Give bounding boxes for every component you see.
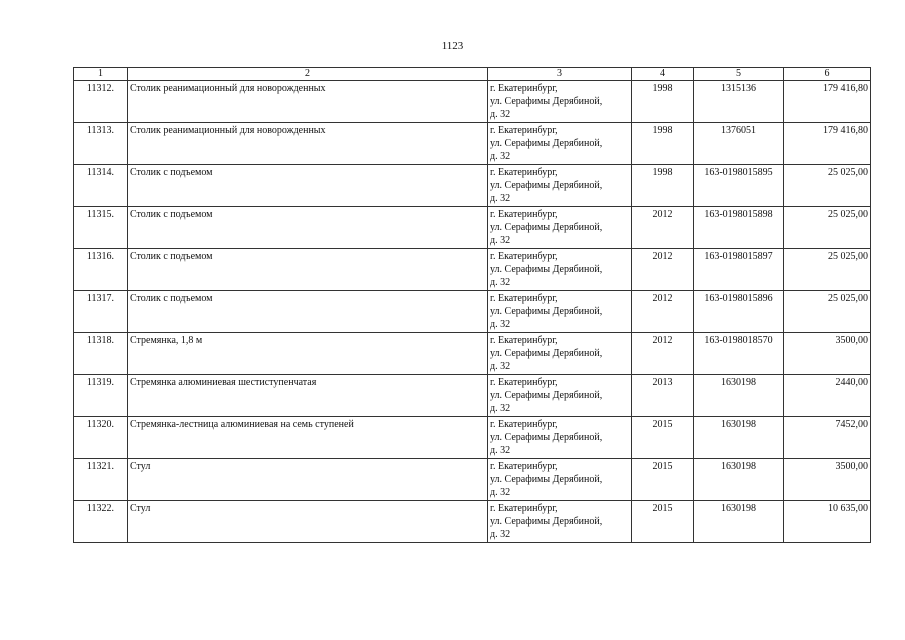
cost-cell: 2440,00	[784, 375, 871, 417]
address-line: г. Екатеринбург,	[490, 209, 558, 220]
table-row	[74, 291, 871, 333]
address-line: д. 32	[490, 109, 511, 120]
row-number-cell: 11320.	[74, 417, 128, 459]
address-line: д. 32	[490, 277, 511, 288]
address-cell	[488, 459, 632, 501]
item-name-cell: Столик реанимационный для новорожденных	[128, 123, 488, 165]
address-cell	[488, 417, 632, 459]
year-cell: 2015	[632, 459, 694, 501]
address-line: г. Екатеринбург,	[490, 167, 558, 178]
cost-cell: 25 025,00	[784, 165, 871, 207]
address-line: ул. Серафимы Дерябиной,	[490, 306, 603, 317]
address-line: ул. Серафимы Дерябиной,	[490, 264, 603, 275]
row-number-cell: 11315.	[74, 207, 128, 249]
row-number-cell: 11319.	[74, 375, 128, 417]
address-line: д. 32	[490, 487, 511, 498]
address-cell	[488, 123, 632, 165]
address-cell	[488, 291, 632, 333]
inventory-number-cell: 163-0198018570	[694, 333, 784, 375]
cost-cell: 25 025,00	[784, 249, 871, 291]
table-row	[74, 417, 871, 459]
column-header: 5	[694, 68, 784, 81]
inventory-number-cell: 1376051	[694, 123, 784, 165]
row-number-cell: 11318.	[74, 333, 128, 375]
inventory-number-cell: 1630198	[694, 417, 784, 459]
column-header: 2	[128, 68, 488, 81]
address-line: д. 32	[490, 361, 511, 372]
item-name-cell: Стремянка, 1,8 м	[128, 333, 488, 375]
address-line: ул. Серафимы Дерябиной,	[490, 516, 603, 527]
page-number: 1123	[441, 40, 464, 52]
address-line: г. Екатеринбург,	[490, 251, 558, 262]
address-line: ул. Серафимы Дерябиной,	[490, 432, 603, 443]
row-number-cell: 11321.	[74, 459, 128, 501]
year-cell: 2012	[632, 333, 694, 375]
table-row	[74, 459, 871, 501]
address-line: д. 32	[490, 151, 511, 162]
address-line: г. Екатеринбург,	[490, 83, 558, 94]
address-line: д. 32	[490, 193, 511, 204]
item-name-cell: Столик с подъемом	[128, 291, 488, 333]
table-row	[74, 333, 871, 375]
year-cell: 2015	[632, 501, 694, 543]
address-line: ул. Серафимы Дерябиной,	[490, 348, 603, 359]
table-row	[74, 123, 871, 165]
address-line: г. Екатеринбург,	[490, 419, 558, 430]
table-row	[74, 249, 871, 291]
cost-cell: 10 635,00	[784, 501, 871, 543]
address-line: ул. Серафимы Дерябиной,	[490, 96, 603, 107]
row-number-cell: 11312.	[74, 81, 128, 123]
address-line: г. Екатеринбург,	[490, 125, 558, 136]
table-row	[74, 207, 871, 249]
cost-cell: 7452,00	[784, 417, 871, 459]
year-cell: 2015	[632, 417, 694, 459]
address-cell	[488, 375, 632, 417]
inventory-number-cell: 1630198	[694, 459, 784, 501]
address-cell	[488, 165, 632, 207]
item-name-cell: Столик с подъемом	[128, 207, 488, 249]
address-line: д. 32	[490, 403, 511, 414]
address-cell	[488, 249, 632, 291]
item-name-cell: Стремянка-лестница алюминиевая на семь ступеней	[128, 417, 488, 459]
address-line: д. 32	[490, 529, 511, 540]
item-name-cell: Стремянка алюминиевая шестиступенчатая	[128, 375, 488, 417]
cost-cell: 3500,00	[784, 459, 871, 501]
item-name-cell: Столик с подъемом	[128, 165, 488, 207]
cost-cell: 179 416,80	[784, 81, 871, 123]
address-line: г. Екатеринбург,	[490, 461, 558, 472]
row-number-cell: 11322.	[74, 501, 128, 543]
address-line: г. Екатеринбург,	[490, 377, 558, 388]
address-cell	[488, 81, 632, 123]
cost-cell: 3500,00	[784, 333, 871, 375]
address-line: ул. Серафимы Дерябиной,	[490, 222, 603, 233]
item-name-cell: Столик реанимационный для новорожденных	[128, 81, 488, 123]
cost-cell: 179 416,80	[784, 123, 871, 165]
row-number-cell: 11317.	[74, 291, 128, 333]
column-header: 6	[784, 68, 871, 81]
table-row	[74, 501, 871, 543]
cost-cell: 25 025,00	[784, 291, 871, 333]
address-line: ул. Серафимы Дерябиной,	[490, 138, 603, 149]
address-line: ул. Серафимы Дерябиной,	[490, 474, 603, 485]
inventory-number-cell: 163-0198015898	[694, 207, 784, 249]
row-number-cell: 11313.	[74, 123, 128, 165]
row-number-cell: 11316.	[74, 249, 128, 291]
year-cell: 2012	[632, 291, 694, 333]
address-line: ул. Серафимы Дерябиной,	[490, 180, 603, 191]
year-cell: 1998	[632, 165, 694, 207]
year-cell: 2012	[632, 207, 694, 249]
year-cell: 1998	[632, 123, 694, 165]
inventory-number-cell: 163-0198015897	[694, 249, 784, 291]
property-table	[73, 67, 871, 543]
column-header: 3	[488, 68, 632, 81]
table-row	[74, 375, 871, 417]
cost-cell: 25 025,00	[784, 207, 871, 249]
table-row	[74, 81, 871, 123]
column-header: 4	[632, 68, 694, 81]
address-cell	[488, 333, 632, 375]
address-line: д. 32	[490, 235, 511, 246]
table-row	[74, 165, 871, 207]
address-line: г. Екатеринбург,	[490, 335, 558, 346]
inventory-number-cell: 163-0198015895	[694, 165, 784, 207]
item-name-cell: Столик с подъемом	[128, 249, 488, 291]
header-row	[74, 68, 871, 81]
address-line: д. 32	[490, 445, 511, 456]
address-cell	[488, 207, 632, 249]
year-cell: 2013	[632, 375, 694, 417]
table-body	[74, 81, 871, 543]
inventory-number-cell: 163-0198015896	[694, 291, 784, 333]
address-cell	[488, 501, 632, 543]
address-line: г. Екатеринбург,	[490, 293, 558, 304]
item-name-cell: Стул	[128, 501, 488, 543]
year-cell: 1998	[632, 81, 694, 123]
address-line: г. Екатеринбург,	[490, 503, 558, 514]
column-header: 1	[74, 68, 128, 81]
address-line: ул. Серафимы Дерябиной,	[490, 390, 603, 401]
item-name-cell: Стул	[128, 459, 488, 501]
inventory-number-cell: 1630198	[694, 375, 784, 417]
row-number-cell: 11314.	[74, 165, 128, 207]
inventory-number-cell: 1315136	[694, 81, 784, 123]
year-cell: 2012	[632, 249, 694, 291]
address-line: д. 32	[490, 319, 511, 330]
inventory-number-cell: 1630198	[694, 501, 784, 543]
